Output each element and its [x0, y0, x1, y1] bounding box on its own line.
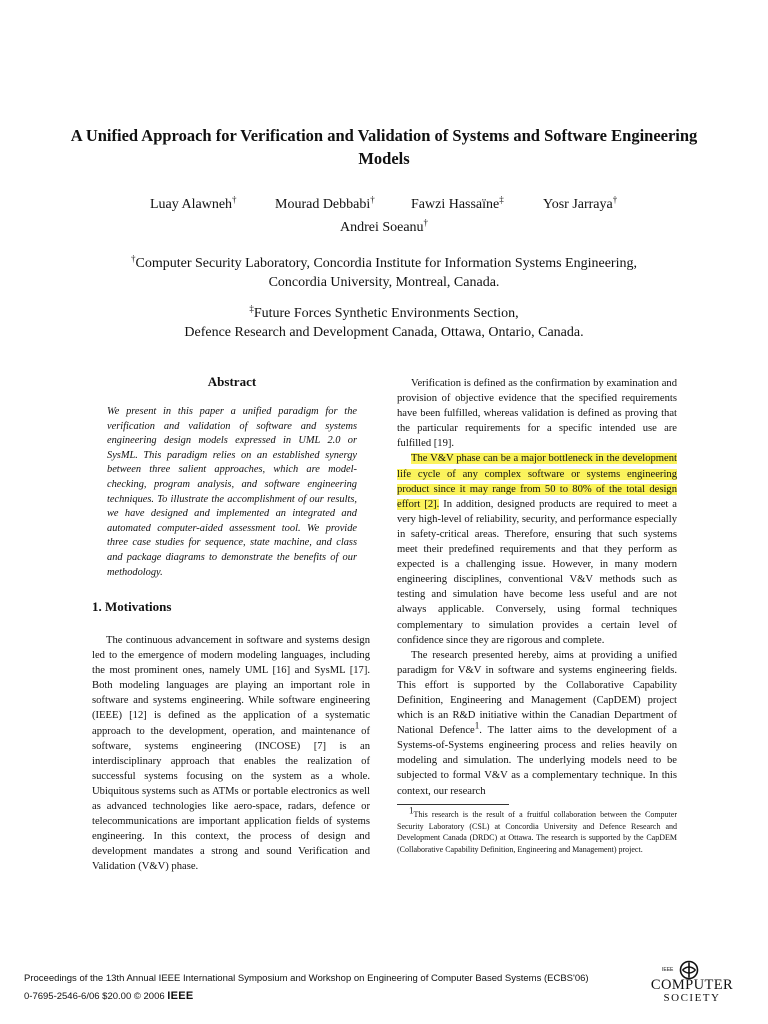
logo-society-text: SOCIETY [663, 992, 721, 1004]
section-paragraph: The continuous advancement in software and systems design led to the emergence of modern modeling languages, including the most prominent ones, namely UML [16] and SysML [17]. Both modeling languages are playing an important role in software and systems engineering. While software engineering (IEEE) [12] is defined as the application of a systematic approach to the development, operation, and maintenance of software, systems engineering (INCOSE) [7] is an interdisciplinary approach that enables the realization of successful systems focusing on the system as a whole. Ubiquitous systems such as ATMs or portable electronics as well as advanced technologies like aero-space, radars, defence or telecommunications are important application fields of systems engineering. In this context, the process of design and development mandates a strong and sound Verification and Validation (V&V) phase. [92, 635, 370, 873]
author-list [0, 194, 768, 217]
paragraph: The research presented hereby, aims at providing a unified paradigm for V&V in software and systems engineering fields. This effort is supported by the Collaborative Capability Definition, Engineering and Management (CapDEM) project which is an R&D initiative within the Canadian Department of National Defence$^1$. The latter aims to the development of a Systems-of-Systems engineering process and relies heavily on modeling and simulation. The underlying models need to be subjected to formal V&V as a complementary technique. In this context, our research [397, 649, 677, 797]
ieee-logo-text: IEEE [167, 990, 194, 1002]
abstract-heading: Abstract [207, 374, 257, 389]
logo-ieee-text: IEEE [662, 967, 674, 973]
affiliation-1: †Computer Security Laboratory, Concordia Institute for Information Systems Engineering, Concordia University, Montreal, Canada. [131, 253, 637, 290]
highlighted-text[interactable]: The V&V phase can be a major bottleneck in the development life cycle of any complex software or systems engineering product since it may range from 50 to 80% of the total design effort [2]. [397, 453, 677, 510]
author: Fawzi Hassaïne‡ [411, 194, 504, 212]
computer-society-logo [636, 960, 748, 1010]
abstract-text: We present in this paper a unified paradigm for the verification and validation of software and systems engineering design models expressed in UML 2.0 or SysML. This paradigm relies on an established synergy between three salient approaches, which are model-checking, program analysis, and software engineering techniques. To illustrate the accomplishment of our results, we have designed and implemented an integrated and automated computer-aided assessment tool. We provide three case studies for sequence, state machine, and class and package diagrams to demonstrate the benefits of our methodology. [107, 406, 357, 578]
paper-title: A Unified Approach for Verification and Validation of Systems and Software Engineering Models [70, 126, 698, 168]
paragraph: Verification is defined as the confirmation by examination and provision of objective evidence that the specified requirements have been fulfilled, whereas validation is defined as proving that the particular requirements for a specific intended use are fulfilled [19]. [397, 378, 677, 450]
proceedings-line: Proceedings of the 13th Annual IEEE International Symposium and Workshop on Engineering of Computer Based Systems (ECBS'06) [24, 973, 589, 984]
isbn-line: 0-7695-2546-6/06 $20.00 © 2006 IEEE [24, 990, 194, 1002]
author: Yosr Jarraya† [543, 194, 618, 212]
footnote: $^1$This research is the result of a fruitful collaboration between the Computer Security Laboratory (CSL) at Concordia University and Defence Research and Development Canada (DRDC) at Ottawa. The research is supported by the CapDEM (Collaborative Capability Definition, Engineering and Management) project. [397, 805, 677, 854]
author: Luay Alawneh† [150, 194, 237, 212]
author: Mourad Debbabi† [275, 194, 375, 212]
logo-computer-text: COMPUTER [650, 977, 734, 993]
section-heading: 1. Motivations [92, 599, 172, 614]
affiliation-2: ‡Future Forces Synthetic Environments Section, Defence Research and Development Canada, Ottawa, Ontario, Canada. [184, 303, 584, 340]
footnote-marker[interactable]: 1 [474, 720, 480, 731]
author: Andrei Soeanu† [339, 217, 429, 235]
right-column [397, 376, 677, 799]
paragraph: The V&V phase can be a major bottleneck in the development life cycle of any complex software or systems engineering product since it may range from 50 to 80% of the total design effort [2]. In addition, designed products are required to meet a very high-level of reliability, security, and performance especially in safety-critical areas. Therefore, ensuring that such systems meet their predefined requirements and that they perform as expected is a challenging issue. However, in many modern engineering disciplines, conventional V&V methods such as testing and simulation have become less useful and are not always applicable. Conversely, using formal techniques complementary to simulation provides a certain level of confidence since they are rigorous and complete. [397, 453, 677, 646]
